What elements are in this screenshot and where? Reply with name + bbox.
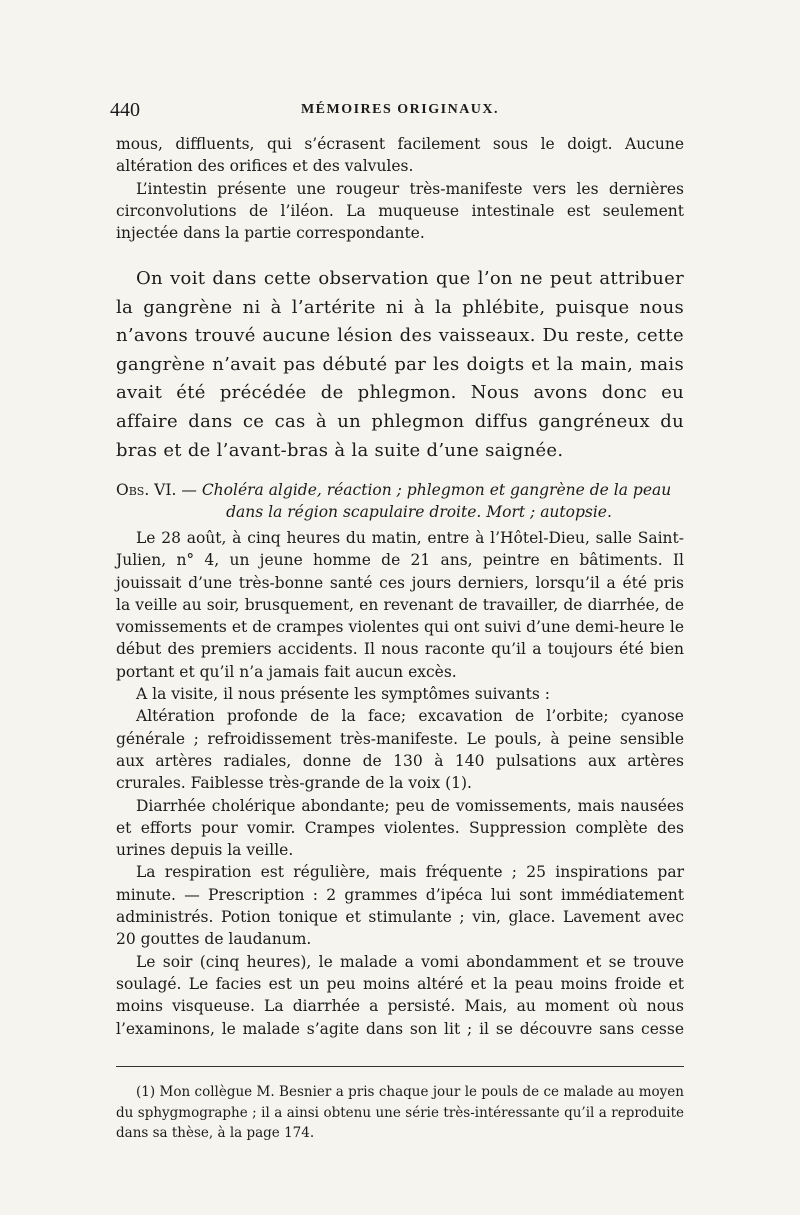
- footnote: [116, 1082, 684, 1144]
- autopsy-continuation: [116, 133, 684, 244]
- footnote-divider: [116, 1066, 684, 1067]
- paragraph: L’intestin présente une rougeur très-manifeste vers les dernières circonvolutions de l’iléon. La muqueuse intestinale est seulement injectée dans la partie correspondante.: [116, 179, 684, 243]
- paragraph: La respiration est régulière, mais fréquente ; 25 inspirations par minute. — Prescription : 2 grammes d’ipéca lui sont immédiatement administrés. Potion tonique et stimulante ; vin, glace. Lavement avec 20 gouttes de laudanum.: [116, 863, 684, 949]
- observation-label: Obs. VI.: [116, 481, 177, 499]
- observation-title-line2: dans la région scapulaire droite. Mort ; autopsie.: [226, 503, 612, 521]
- observation-heading: [116, 479, 684, 523]
- running-title: MÉMOIRES ORIGINAUX.: [300, 102, 500, 117]
- paragraph: A la visite, il nous présente les symptômes suivants :: [136, 685, 550, 704]
- observation-title-line1: Choléra algide, réaction ; phlegmon et gangrène de la peau: [201, 481, 672, 499]
- commentary-paragraph: On voit dans cette observation que l’on ne peut attribuer la gangrène ni à l’artérite ni à la phlébite, puisque nous n’avons trouvé aucune lésion des vaisseaux. Du reste, cette gangrène n’avait pas débuté par les doigts et la main, mais avait été précédée de phlegmon. Nous avons donc eu affaire dans ce cas à un phlegmon diffus gangréneux du bras et de l’avant-bras à la suite d’une saignée.: [116, 268, 684, 461]
- paragraph: Le soir (cinq heures), le malade a vomi abondamment et se trouve soulagé. Le facies est un peu moins altéré et la peau moins froide et moins visqueuse. La diarrhée a persisté. Mais, au moment où nous l’examinons, le malade s’agite dans son lit ; il se découvre sans cesse: [116, 952, 684, 1038]
- footnote-text: (1) Mon collègue M. Besnier a pris chaque jour le pouls de ce malade au moyen du sphygmographe ; il a ainsi obtenu une série très-intéressante qu’il a reproduite dans sa thèse, à la page 174.: [116, 1084, 684, 1141]
- commentary-block: [116, 265, 684, 465]
- paragraph: Altération profonde de la face; excavation de l’orbite; cyanose générale ; refroidissement très-manifeste. Le pouls, à peine sensible aux artères radiales, donne de 130 à 140 pulsations aux artères crurales. Faiblesse très-grande de la voix (1).: [116, 707, 684, 793]
- paragraph: Diarrhée cholérique abondante; peu de vomissements, mais nausées et efforts pour vomir. Crampes violentes. Suppression complète des urines depuis la veille.: [116, 796, 684, 860]
- paragraph: Le 28 août, à cinq heures du matin, entre à l’Hôtel-Dieu, salle Saint-Julien, n° 4, un jeune homme de 21 ans, peintre en bâtiments. Il jouissait d’une très-bonne santé ces jours derniers, lorsqu’il a été pris la veille au soir, brusquement, en revenant de travailler, de diarrhée, de vomissements et de crampes violentes qui ont suivi d’une demi-heure le début des premiers accidents. Il nous raconte qu’il a toujours été bien portant et qu’il n’a jamais fait aucun excès.: [116, 529, 684, 681]
- observation-body: [116, 527, 684, 1040]
- paragraph: mous, diffluents, qui s’écrasent facilement sous le doigt. Aucune altération des orifices et des valvules.: [116, 135, 684, 176]
- observation-dash: —: [181, 481, 197, 499]
- page-number: 440: [110, 99, 140, 121]
- page-header: [110, 99, 690, 123]
